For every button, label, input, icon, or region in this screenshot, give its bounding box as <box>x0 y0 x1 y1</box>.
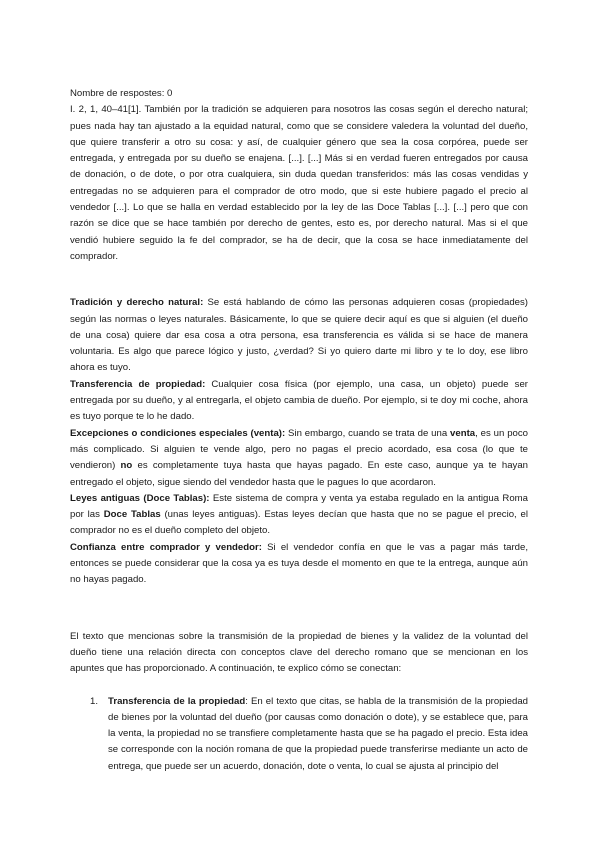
explanation-body: Cualquier cosa física (por ejemplo, una casa, un objeto) puede ser entregada por su dueño, y al entregarla, el objeto cambia de dueño. Por ejemplo, si te doy mi coche, ahora es tuyo porque te lo he dado. <box>70 378 528 423</box>
explanation-body: Se está hablando de cómo las personas adquieren cosas (propiedades) según las normas o leyes naturales. Básicamente, lo que se quiere decir aquí es que si alguien (el dueño de una cosa) quiere dar esa cosa a otra persona, esa transferencia es válida si se hace de manera voluntaria. Es algo que parece lógico y justo, ¿verdad? Si yo quiero darte mi libro y te lo doy, ese libro ahora es tuyo. <box>70 297 528 374</box>
emphasis: Doce Tablas <box>103 509 161 521</box>
explanation-paragraph <box>70 377 528 426</box>
explanation-term: Leyes antiguas (Doce Tablas): <box>70 492 210 504</box>
explanation-term: Transferencia de propiedad: <box>70 378 206 390</box>
explanation-body: , es un poco más complicado. Si alguien te vende algo, pero no pagas el precio acordado, esa cosa (lo que te vendieron) <box>70 427 529 472</box>
explanation-paragraph <box>70 491 528 540</box>
explanation-paragraph <box>70 426 528 491</box>
quoted-legal-text: I. 2, 1, 40–41[1]. También por la tradición se adquieren para nosotros las cosas según el derecho natural; pues nada hay tan ajustado a la equidad natural, como que se considere valedera la voluntad del dueño, que quiere transferir a otro su cosa: y así, de cualquier género que sea la cosa corpórea, puede ser entregada, y entregada por su dueño se enajena. [...]. [...] Más si en verdad fueren entregados por causa de donación, o de dote, o por otra cualquiera, sin duda quedan transferidos: más las cosas vendidas y entregadas no se adquieren para el comprador de otro modo, que si este hubiere pagado el precio al vendedor [...]. Lo que se halla en verdad establecido por la ley de las Doce Tablas [...]. [...] pero que con razón se dice que se hace también por derecho de gentes, esto es, por derecho natural. Mas si el que vendió hubiere seguido la fe del comprador, se ha de decir, que la cosa se hace inmediatamente del comprador. <box>70 104 528 262</box>
document-page <box>70 86 528 775</box>
explanation-body: Sin embargo, cuando se trata de una <box>285 427 451 439</box>
explanation-body: (unas leyes antiguas). Estas leyes decían que hasta que no se pague el precio, el comprador no es el dueño completo del objeto. <box>70 509 528 537</box>
emphasis: no <box>120 460 133 472</box>
explanation-body: Este sistema de compra y venta ya estaba regulado en la antigua Roma por las <box>70 492 529 521</box>
spacer <box>70 265 528 295</box>
list-item-number: 1. <box>90 695 99 707</box>
intro-paragraph: El texto que mencionas sobre la transmisión de la propiedad de bienes y la validez de la voluntad del dueño tiene una relación directa con conceptos clave del derecho romano que se mencionan en los apuntes que has proporcionado. A continuación, te explico cómo se conectan: <box>70 630 528 675</box>
explanation-term: Confianza entre comprador y vendedor: <box>70 541 262 553</box>
explanation-section <box>70 295 528 588</box>
explanation-body: es completamente tuya hasta que hayas pagado. En este caso, aunque ya te hayan entregado el objeto, sigue siendo del vendedor hasta que le pagues lo que acordaron. <box>70 460 528 488</box>
explanation-term: Excepciones o condiciones especiales (venta): <box>70 427 286 439</box>
responses-count: Nombre de respostes: 0 <box>70 88 173 99</box>
list-item <box>70 694 528 775</box>
intro-section <box>70 629 528 678</box>
explanation-paragraph <box>70 295 528 376</box>
concept-term: Transferencia de la propiedad <box>108 695 246 707</box>
emphasis: venta <box>450 427 476 439</box>
spacer <box>70 589 528 629</box>
explanation-term: Tradición y derecho natural: <box>70 297 204 309</box>
explanation-body: Si el vendedor confía en que le vas a pagar más tarde, entonces se puede considerar que la cosa ya es tuya desde el momento en que te la entrega, aunque aún no hayas pagado. <box>70 541 528 586</box>
concept-body: : En el texto que citas, se habla de la transmisión de la propiedad de bienes por la voluntad del dueño (por causas como donación o dote), y se establece que, para la venta, la propiedad no se transfiere completamente hasta que se ha pagado el precio. Esta idea se corresponde con la noción romana de que la propiedad puede transferirse mediante un acto de entrega, que puede ser un acuerdo, donación, dote o venta, lo cual se ajusta al principio del <box>108 695 528 772</box>
concepts-list <box>70 694 528 775</box>
explanation-paragraph <box>70 540 528 589</box>
